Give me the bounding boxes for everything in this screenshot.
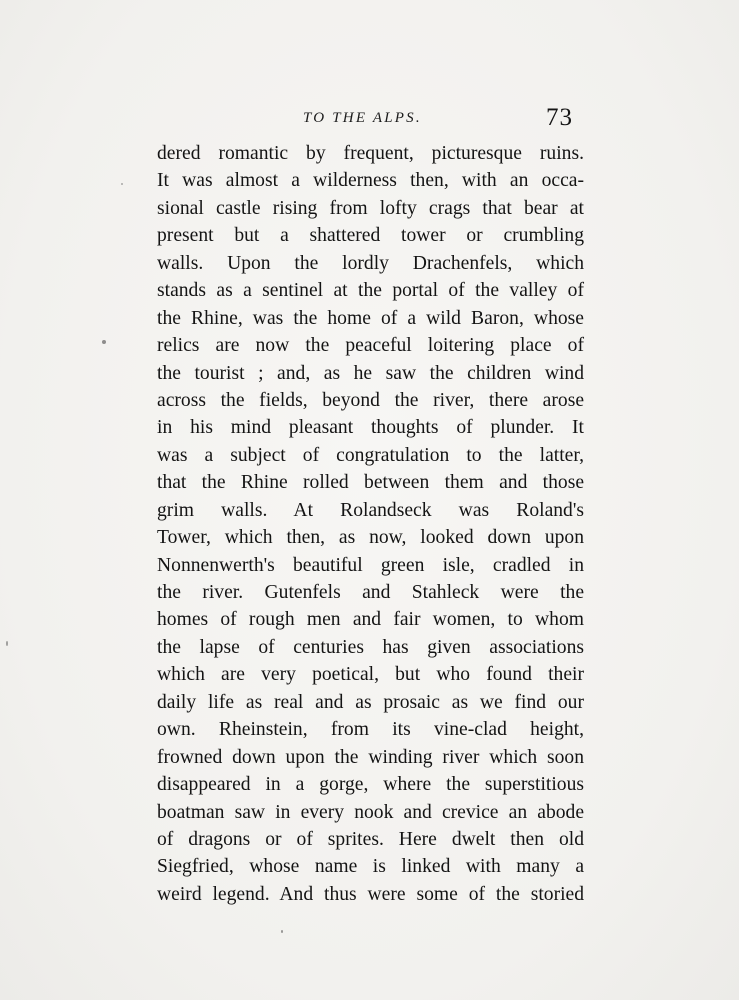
text-line: was a subject of congratulation to the latter, bbox=[157, 444, 584, 466]
text-line: present but a shattered tower or crumbling bbox=[157, 225, 584, 247]
text-line: relics are now the peaceful loitering place of bbox=[157, 335, 584, 357]
text-line: It was almost a wilderness then, with an occa- bbox=[157, 170, 584, 192]
text-line: Siegfried, whose name is linked with many a bbox=[157, 856, 585, 878]
text-line: in his mind pleasant thoughts of plunder. It bbox=[157, 417, 584, 439]
body-text bbox=[157, 140, 584, 908]
running-head bbox=[0, 104, 739, 138]
text-line: dered romantic by frequent, picturesque ruins. bbox=[157, 143, 584, 164]
text-line: Tower, which then, as now, looked down upon bbox=[157, 527, 585, 549]
text-line: that the Rhine rolled between them and those bbox=[157, 472, 585, 494]
text-line: daily life as real and as prosaic as we find our bbox=[157, 691, 584, 713]
text-line: which are very poetical, but who found their bbox=[157, 664, 584, 686]
text-line: grim walls. At Rolandseck was Roland's bbox=[157, 499, 585, 521]
text-line: the river. Gutenfels and Stahleck were the bbox=[157, 582, 585, 603]
text-line: stands as a sentinel at the portal of the valley of bbox=[157, 280, 584, 302]
scan-speck bbox=[121, 183, 123, 185]
text-line: sional castle rising from lofty crags that bear at bbox=[157, 197, 584, 219]
scan-speck bbox=[102, 340, 106, 344]
text-line: weird legend. And thus were some of the storied bbox=[157, 883, 585, 905]
text-line: homes of rough men and fair women, to whom bbox=[157, 609, 584, 631]
text-line: disappeared in a gorge, where the superstitious bbox=[157, 774, 584, 796]
text-line: frowned down upon the winding river which soon bbox=[157, 746, 585, 768]
running-head-title: TO THE ALPS. bbox=[303, 110, 422, 126]
text-line: own. Rheinstein, from its vine-clad height, bbox=[157, 719, 585, 741]
text-line: the lapse of centuries has given associations bbox=[157, 636, 584, 658]
scan-speck bbox=[281, 930, 283, 933]
text-line: Nonnenwerth's beautiful green isle, cradled in bbox=[157, 554, 584, 576]
text-line: the Rhine, was the home of a wild Baron, whose bbox=[157, 307, 584, 329]
text-line: the tourist ; and, as he saw the children wind bbox=[157, 362, 585, 384]
scan-speck bbox=[6, 641, 8, 646]
page-number: 73 bbox=[546, 104, 573, 131]
text-line: walls. Upon the lordly Drachenfels, which bbox=[157, 252, 585, 274]
text-line: boatman saw in every nook and crevice an abode bbox=[157, 801, 585, 823]
text-line: of dragons or of sprites. Here dwelt then old bbox=[157, 828, 585, 850]
text-line: across the fields, beyond the river, there arose bbox=[157, 389, 585, 411]
